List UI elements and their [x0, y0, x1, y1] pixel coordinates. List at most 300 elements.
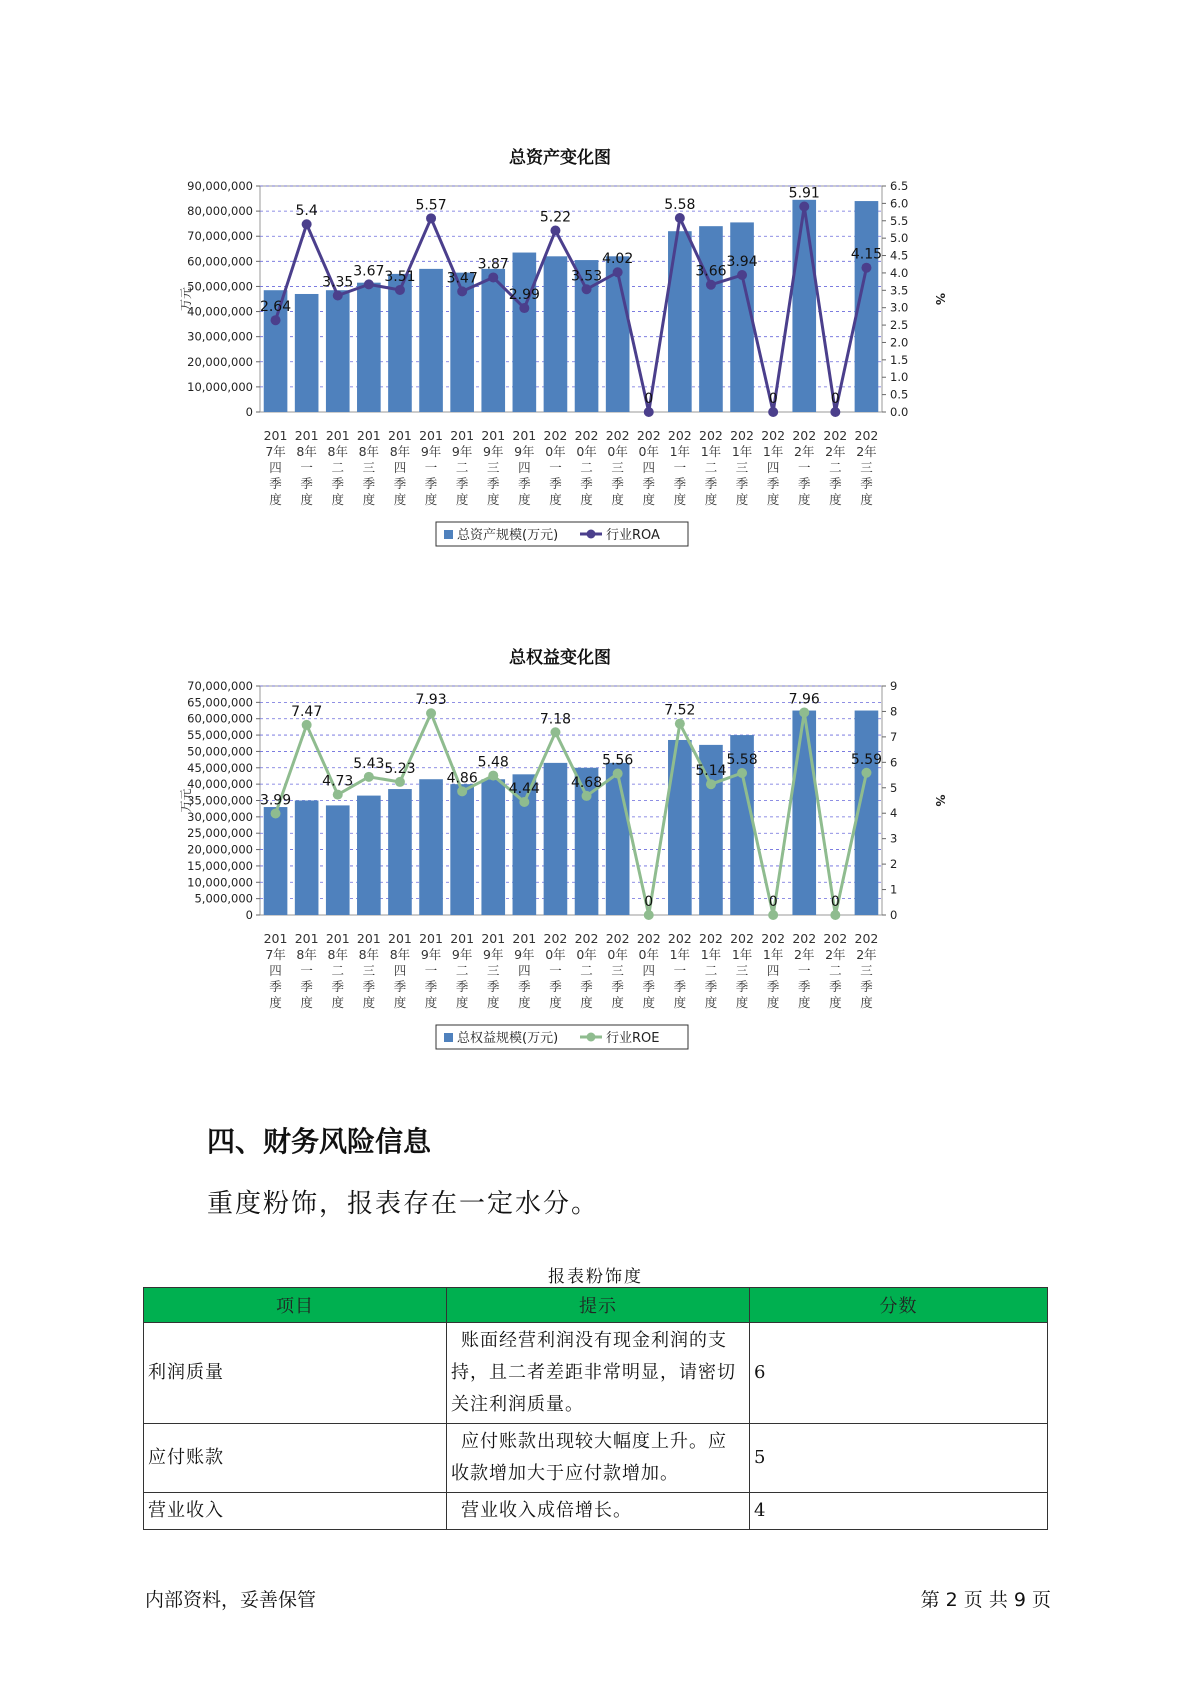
category-label: 度 — [393, 995, 407, 1010]
legend-line-marker — [587, 530, 596, 539]
category-label: 度 — [455, 492, 469, 507]
category-label: 季 — [300, 476, 313, 491]
data-label: 3.66 — [695, 263, 727, 280]
left-tick-label: 40,000,000 — [187, 777, 253, 792]
category-label: 度 — [797, 492, 811, 507]
total-equity-chart — [160, 640, 960, 1080]
chart-title: 总权益变化图 — [509, 648, 611, 668]
category-label: 2年 — [825, 444, 846, 459]
category-label: 季 — [829, 476, 842, 491]
left-tick-label: 10,000,000 — [187, 875, 253, 890]
table-cell-hint: 账面经营利润没有现金利润的支持，且二者差距非常明显，请密切关注利润质量。 — [447, 1323, 750, 1424]
table-header-item: 项目 — [144, 1288, 447, 1323]
category-label: 9年 — [514, 947, 535, 962]
category-label: 201 — [356, 931, 381, 946]
line-point — [861, 768, 871, 778]
category-label: 季 — [580, 476, 593, 491]
line-point — [519, 797, 529, 807]
line-point — [302, 720, 312, 730]
category-label: 度 — [300, 492, 313, 507]
bar — [699, 226, 723, 412]
category-label: 四 — [269, 460, 282, 475]
category-label: 季 — [486, 979, 500, 994]
data-label: 5.23 — [384, 760, 416, 777]
category-label: 季 — [331, 979, 345, 994]
table-header-row — [144, 1288, 1048, 1323]
category-label: 季 — [549, 979, 562, 994]
line-point — [613, 267, 623, 277]
category-label: 201 — [481, 428, 506, 443]
right-tick-label: 3.5 — [890, 283, 909, 298]
category-label: 三 — [611, 460, 624, 475]
data-label: 4.86 — [446, 770, 478, 787]
data-label: 3.87 — [477, 256, 509, 273]
category-label: 度 — [269, 995, 282, 1010]
category-label: 8年 — [327, 444, 348, 459]
left-tick-label: 60,000,000 — [187, 254, 253, 269]
data-label: 2.99 — [508, 287, 540, 304]
left-tick-label: 15,000,000 — [187, 858, 253, 873]
category-label: 一 — [673, 460, 687, 475]
category-label: 2年 — [856, 947, 877, 962]
left-axis-title: 万元 — [179, 788, 193, 813]
left-tick-label: 10,000,000 — [187, 379, 253, 394]
footer-confidential-note: 内部资料，妥善保管 — [145, 1589, 317, 1611]
category-label: 1年 — [700, 947, 722, 962]
category-label: 二 — [331, 460, 345, 475]
category-label: 度 — [642, 995, 656, 1010]
line-point — [333, 790, 343, 800]
category-label: 202 — [543, 931, 568, 946]
line-point — [488, 272, 498, 282]
category-label: 季 — [362, 476, 376, 491]
category-label: 202 — [699, 428, 723, 443]
data-label: 5.48 — [477, 754, 509, 771]
category-label: 季 — [393, 979, 407, 994]
table-header-hint: 提示 — [447, 1288, 750, 1323]
data-label: 3.47 — [446, 270, 478, 287]
bar — [544, 256, 568, 412]
line-point — [675, 213, 685, 223]
category-label: 季 — [518, 979, 531, 994]
data-label: 3.51 — [384, 268, 416, 285]
category-label: 8年 — [296, 444, 317, 459]
category-label: 季 — [580, 979, 593, 994]
category-label: 四 — [642, 963, 656, 978]
left-tick-label: 45,000,000 — [187, 760, 253, 775]
total-assets-chart — [160, 140, 960, 580]
line-point — [457, 286, 467, 296]
category-label: 0年 — [545, 947, 566, 962]
category-label: 202 — [730, 428, 754, 443]
category-label: 一 — [300, 460, 313, 475]
category-label: 202 — [730, 931, 754, 946]
data-label: 0 — [644, 894, 654, 910]
data-label: 0 — [830, 391, 840, 407]
data-label: 5.56 — [602, 752, 634, 769]
left-tick-label: 55,000,000 — [187, 728, 253, 743]
category-label: 度 — [331, 492, 345, 507]
category-label: 季 — [829, 979, 842, 994]
left-tick-label: 20,000,000 — [187, 354, 253, 369]
line-point — [426, 213, 436, 223]
line-point — [550, 226, 560, 236]
category-label: 度 — [829, 995, 842, 1010]
category-label: 季 — [549, 476, 562, 491]
table-row — [144, 1424, 1048, 1493]
category-label: 季 — [797, 979, 811, 994]
category-label: 202 — [792, 931, 817, 946]
category-label: 一 — [797, 963, 811, 978]
bar — [481, 779, 505, 915]
data-label: 2.64 — [259, 299, 292, 316]
category-label: 8年 — [358, 444, 380, 459]
category-label: 201 — [512, 931, 537, 946]
category-label: 201 — [388, 931, 412, 946]
line-point — [364, 772, 374, 782]
category-label: 1年 — [700, 444, 722, 459]
data-label: 4.15 — [850, 246, 883, 263]
line-point — [582, 791, 592, 801]
category-label: 季 — [269, 979, 282, 994]
category-label: 度 — [580, 995, 593, 1010]
category-label: 一 — [549, 460, 562, 475]
line-point — [302, 219, 312, 229]
data-label: 0 — [830, 894, 840, 910]
category-label: 201 — [388, 428, 412, 443]
category-label: 度 — [455, 995, 469, 1010]
data-label: 7.18 — [539, 711, 572, 728]
line-point — [395, 285, 405, 295]
category-label: 201 — [263, 428, 288, 443]
category-label: 二 — [331, 963, 345, 978]
total-equity-chart-svg — [160, 640, 960, 1080]
table-cell-score: 4 — [750, 1493, 1048, 1530]
category-label: 201 — [294, 428, 319, 443]
table-caption: 报表粉饰度 — [548, 1267, 643, 1287]
category-label: 202 — [667, 428, 692, 443]
category-label: 202 — [636, 931, 661, 946]
legend-bar-label: 总权益规模(万元) — [457, 1031, 559, 1046]
category-label: 季 — [642, 476, 656, 491]
legend-bar-swatch — [444, 530, 453, 539]
category-label: 201 — [481, 931, 506, 946]
category-label: 2年 — [825, 947, 846, 962]
right-tick-label: 4.5 — [890, 248, 909, 263]
category-label: 1年 — [669, 444, 691, 459]
right-tick-label: 4.0 — [890, 265, 909, 280]
category-label: 三 — [735, 460, 749, 475]
category-label: 2年 — [794, 947, 815, 962]
category-label: 度 — [518, 492, 531, 507]
category-label: 度 — [642, 492, 656, 507]
category-label: 度 — [735, 492, 749, 507]
right-tick-label: 4 — [890, 806, 898, 821]
category-label: 四 — [518, 963, 531, 978]
category-label: 202 — [667, 931, 692, 946]
category-label: 度 — [797, 995, 811, 1010]
category-label: 四 — [393, 963, 407, 978]
category-label: 度 — [424, 995, 438, 1010]
category-label: 季 — [766, 979, 780, 994]
category-label: 三 — [860, 460, 873, 475]
legend-bar-label: 总资产规模(万元) — [457, 528, 559, 543]
category-label: 度 — [673, 995, 687, 1010]
category-label: 一 — [549, 963, 562, 978]
left-tick-label: 80,000,000 — [187, 204, 253, 219]
category-label: 四 — [393, 460, 407, 475]
table-header-score: 分数 — [750, 1288, 1048, 1323]
category-label: 201 — [419, 428, 443, 443]
category-label: 1年 — [731, 444, 753, 459]
left-tick-label: 0 — [245, 908, 253, 922]
category-label: 2年 — [856, 444, 877, 459]
category-label: 季 — [860, 476, 873, 491]
right-tick-label: 3.0 — [890, 300, 909, 315]
bar — [792, 711, 816, 915]
category-label: 季 — [735, 476, 749, 491]
category-label: 202 — [543, 428, 568, 443]
category-label: 201 — [450, 428, 475, 443]
category-label: 季 — [518, 476, 531, 491]
category-label: 度 — [766, 492, 780, 507]
risk-table — [143, 1287, 1048, 1530]
category-label: 0年 — [576, 947, 597, 962]
footer-page-number: 第 2 页 共 9 页 — [920, 1589, 1051, 1611]
category-label: 季 — [766, 476, 780, 491]
category-label: 度 — [269, 492, 282, 507]
category-label: 三 — [735, 963, 749, 978]
right-tick-label: 0.0 — [890, 405, 909, 419]
category-label: 202 — [854, 931, 879, 946]
category-label: 二 — [829, 460, 842, 475]
category-label: 0年 — [638, 947, 659, 962]
category-label: 0年 — [607, 444, 628, 459]
line-point — [706, 280, 716, 290]
left-tick-label: 35,000,000 — [187, 793, 253, 808]
category-label: 度 — [424, 492, 438, 507]
table-cell-item: 应付账款 — [144, 1424, 447, 1493]
category-label: 二 — [580, 460, 593, 475]
bar — [264, 807, 288, 915]
table-cell-item: 利润质量 — [144, 1323, 447, 1424]
category-label: 202 — [574, 428, 599, 443]
left-tick-label: 40,000,000 — [187, 304, 253, 319]
data-label: 0 — [644, 391, 654, 407]
category-label: 四 — [766, 963, 780, 978]
line-point — [550, 727, 560, 737]
category-label: 四 — [269, 963, 282, 978]
bar — [357, 796, 381, 915]
data-label: 4.73 — [322, 773, 354, 790]
category-label: 1年 — [669, 947, 691, 962]
category-label: 9年 — [483, 444, 504, 459]
line-point — [457, 786, 467, 796]
line-point — [768, 910, 778, 920]
line-point — [613, 769, 623, 779]
category-label: 202 — [605, 428, 630, 443]
category-label: 7年 — [265, 947, 286, 962]
bar — [295, 294, 319, 412]
data-label: 4.68 — [570, 774, 603, 791]
bar — [295, 801, 319, 916]
category-label: 1年 — [731, 947, 753, 962]
category-label: 201 — [450, 931, 475, 946]
category-label: 季 — [300, 979, 313, 994]
right-tick-label: 2.5 — [890, 318, 909, 333]
category-label: 度 — [549, 492, 562, 507]
category-label: 季 — [393, 476, 407, 491]
right-tick-label: 5.5 — [890, 213, 909, 228]
category-label: 三 — [362, 460, 376, 475]
right-tick-label: 8 — [890, 704, 898, 719]
section-heading: 四、财务风险信息 — [207, 1125, 432, 1158]
category-label: 8年 — [296, 947, 317, 962]
right-tick-label: 9 — [890, 679, 898, 693]
category-label: 度 — [704, 995, 718, 1010]
category-label: 二 — [704, 963, 718, 978]
table-cell-item: 营业收入 — [144, 1493, 447, 1530]
category-label: 度 — [673, 492, 687, 507]
category-label: 201 — [512, 428, 537, 443]
data-label: 4.02 — [602, 251, 634, 268]
category-label: 度 — [860, 995, 873, 1010]
category-label: 一 — [673, 963, 687, 978]
category-label: 三 — [860, 963, 873, 978]
category-label: 8年 — [389, 947, 411, 962]
category-label: 度 — [300, 995, 313, 1010]
category-label: 季 — [673, 476, 687, 491]
legend-line-label: 行业ROA — [606, 528, 660, 543]
legend-line-marker — [587, 1033, 596, 1042]
data-label: 5.59 — [850, 751, 883, 768]
table-row — [144, 1493, 1048, 1530]
category-label: 季 — [486, 476, 500, 491]
bar — [606, 763, 630, 915]
category-label: 0年 — [638, 444, 659, 459]
category-label: 季 — [269, 476, 282, 491]
right-tick-label: 0.5 — [890, 387, 909, 402]
bar — [419, 779, 443, 915]
legend-line-label: 行业ROE — [606, 1031, 660, 1046]
category-label: 季 — [331, 476, 345, 491]
category-label: 8年 — [327, 947, 348, 962]
bar — [544, 763, 568, 915]
category-label: 8年 — [389, 444, 411, 459]
line-point — [271, 315, 281, 325]
category-label: 季 — [424, 476, 438, 491]
right-tick-label: 5.0 — [890, 231, 909, 246]
category-label: 0年 — [576, 444, 597, 459]
right-tick-label: 5 — [890, 780, 898, 795]
category-label: 一 — [797, 460, 811, 475]
section-body: 重度粉饰，报表存在一定水分。 — [207, 1189, 600, 1219]
category-label: 度 — [860, 492, 873, 507]
category-label: 度 — [486, 995, 500, 1010]
line-point — [799, 707, 809, 717]
data-label: 3.53 — [570, 268, 603, 285]
category-label: 一 — [300, 963, 313, 978]
right-tick-label: 6 — [890, 755, 898, 770]
right-tick-label: 3 — [890, 831, 898, 846]
left-tick-label: 70,000,000 — [187, 229, 253, 244]
line-point — [706, 779, 716, 789]
category-label: 7年 — [265, 444, 286, 459]
category-label: 季 — [704, 476, 718, 491]
category-label: 0年 — [607, 947, 628, 962]
category-label: 季 — [611, 476, 624, 491]
data-label: 3.94 — [726, 254, 758, 271]
line-point — [488, 771, 498, 781]
line-point — [768, 407, 778, 417]
category-label: 季 — [673, 979, 687, 994]
category-label: 202 — [761, 931, 786, 946]
line-point — [675, 719, 685, 729]
left-tick-label: 0 — [245, 405, 253, 419]
category-label: 度 — [766, 995, 780, 1010]
line-point — [395, 777, 405, 787]
category-label: 201 — [419, 931, 443, 946]
table-cell-hint: 营业收入成倍增长。 — [447, 1493, 750, 1530]
category-label: 度 — [362, 995, 376, 1010]
category-label: 一 — [424, 460, 438, 475]
category-label: 9年 — [483, 947, 504, 962]
data-label: 5.91 — [788, 185, 820, 202]
category-label: 季 — [611, 979, 624, 994]
category-label: 201 — [294, 931, 319, 946]
left-axis-title: 万元 — [179, 286, 193, 312]
line-point — [799, 202, 809, 212]
bar — [513, 253, 537, 412]
category-label: 季 — [797, 476, 811, 491]
bar — [450, 784, 474, 915]
category-label: 季 — [424, 979, 438, 994]
line-point — [737, 270, 747, 280]
category-label: 季 — [362, 979, 376, 994]
data-label: 3.35 — [322, 274, 354, 291]
category-label: 201 — [263, 931, 288, 946]
data-label: 0 — [768, 391, 778, 407]
right-tick-label: 2.0 — [890, 335, 909, 350]
category-label: 度 — [611, 995, 624, 1010]
left-tick-label: 30,000,000 — [187, 329, 253, 344]
data-label: 7.52 — [664, 702, 696, 719]
table-cell-hint: 应付账款出现较大幅度上升。应收款增加大于应付款增加。 — [447, 1424, 750, 1493]
category-label: 二 — [580, 963, 593, 978]
category-label: 202 — [792, 428, 817, 443]
category-label: 度 — [704, 492, 718, 507]
line-point — [426, 708, 436, 718]
bar — [388, 789, 412, 915]
category-label: 度 — [829, 492, 842, 507]
category-label: 2年 — [794, 444, 815, 459]
bar — [606, 256, 630, 412]
category-label: 三 — [611, 963, 624, 978]
line-point — [364, 279, 374, 289]
category-label: 度 — [518, 995, 531, 1010]
category-label: 202 — [636, 428, 661, 443]
category-label: 9年 — [451, 947, 473, 962]
category-label: 二 — [829, 963, 842, 978]
category-label: 8年 — [358, 947, 380, 962]
left-tick-label: 60,000,000 — [187, 711, 253, 726]
category-label: 度 — [549, 995, 562, 1010]
bar — [481, 269, 505, 412]
bar — [792, 200, 816, 412]
category-label: 1年 — [762, 444, 784, 459]
line-point — [644, 910, 654, 920]
data-label: 7.96 — [788, 691, 820, 708]
